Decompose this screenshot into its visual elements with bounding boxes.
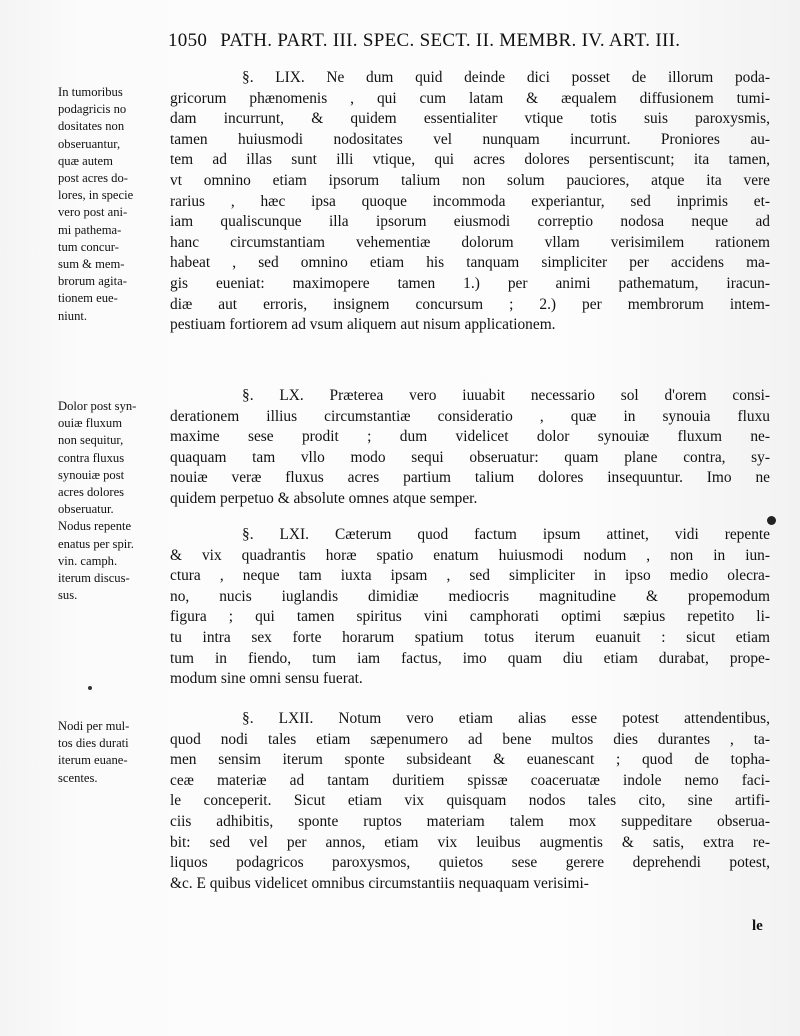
text-line: hanc circumstantiam vehementiæ dolorum vllam verisimilem rationem — [170, 233, 770, 251]
margin-note-line: Nodus repente — [58, 519, 132, 534]
text-line: dam incurrunt, & quidem essentialiter vtique totis suis paroxysmis, — [170, 110, 770, 128]
margin-note-line: sum & mem- — [58, 257, 125, 272]
text-line: diæ aut erroris, insignem concursum ; 2.) per membrorum intem- — [170, 295, 770, 313]
text-line: gis eueniat: maximopere tamen 1.) per animi pathematum, iracun- — [170, 274, 770, 292]
text-line: pestiuam fortiorem ad vsum aliquem aut nisum applicationem. — [170, 316, 556, 334]
running-title: PATH. PART. III. SPEC. SECT. II. MEMBR. IV. ART. III. — [220, 30, 681, 51]
margin-note-line: synouiæ post — [58, 467, 125, 482]
ink-dot-mark — [88, 686, 92, 690]
text-line: &c. E quibus videlicet omnibus circumstantiis nequaquam verisimi- — [170, 874, 589, 892]
margin-note-line: obseruantur, — [58, 136, 121, 151]
text-line: & vix quadrantis horæ spatio enatum huiusmodi nodum , non in iun- — [170, 546, 770, 564]
text-line: rarius , hæc ipsa quoque incommoda experiantur, sed inprimis et- — [170, 192, 770, 210]
margin-note-line: tos dies durati — [58, 736, 129, 751]
catchword: le — [752, 918, 763, 934]
text-line: maxime sese prodit ; dum videlicet dolor synouiæ fluxum ne- — [170, 428, 770, 446]
section-heading-line: §. LXII. Notum vero etiam alias esse potest attendentibus, — [242, 710, 770, 727]
page-number: 1050 — [168, 30, 208, 51]
margin-note-line: non sequitur, — [58, 433, 124, 448]
section-heading-line: §. LIX. Ne dum quid deinde dici posset de illorum poda- — [242, 69, 770, 86]
section-heading-line: §. LXI. Cæterum quod factum ipsum attinet, vidi repente — [242, 526, 770, 543]
margin-note-line: vin. camph. — [58, 553, 118, 568]
text-line: tu intra sex forte horarum spatium totus iterum euanuit : sicut etiam — [170, 628, 770, 646]
paragraph — [170, 525, 770, 690]
text-line: iam qualiscunque illa ipsorum eiusmodi correptio nodosa neque ad — [170, 213, 770, 231]
section-heading-line: §. LX. Præterea vero iuuabit necessario sol d'orem consi- — [242, 387, 770, 404]
margin-note-line: contra fluxus — [58, 450, 125, 465]
margin-note-line: sus. — [58, 588, 78, 603]
text-line: quaquam tam vllo modo sequi obseruatur: quam plane contra, sy- — [170, 448, 770, 466]
margin-note-line: brorum agita- — [58, 274, 127, 289]
margin-note-line: enatus per spir. — [58, 536, 134, 551]
text-line: derationem illius circumstantiæ consideratio , quæ in synouia fluxu — [170, 407, 770, 425]
text-line: no, nucis iuglandis dimidiæ mediocris magnitudine & propemodum — [170, 587, 770, 605]
margin-note-line: scentes. — [58, 770, 98, 785]
text-line: le conceperit. Sicut etiam vix quisquam nodos tales cito, sine artifi- — [170, 792, 770, 810]
margin-note — [58, 398, 178, 604]
margin-note-line: quæ autem — [58, 153, 113, 168]
text-line: modum sine omni sensu fuerat. — [170, 670, 363, 688]
margin-note-line: vero post ani- — [58, 205, 128, 220]
margin-note-line: Dolor post syn- — [58, 399, 137, 413]
running-head — [168, 30, 768, 52]
margin-note-line: Nodi per mul- — [58, 719, 130, 733]
margin-note-line: acres dolores — [58, 485, 125, 500]
margin-note-line: iterum discus- — [58, 571, 130, 586]
margin-note-line: iterum euane- — [58, 753, 128, 768]
margin-note-line: mi pathema- — [58, 222, 122, 237]
text-line: vt omnino etiam ipsorum talium non solum pauciores, atque ita vere — [170, 171, 770, 189]
margin-note-line: niunt. — [58, 308, 88, 323]
text-line: bit: sed vel per annos, etiam vix leuibus augmentis & satis, extra re- — [170, 833, 770, 851]
ink-blot-mark — [767, 516, 776, 525]
text-line: quidem perpetuo & absolute omnes atque semper. — [170, 489, 478, 507]
text-line: quod nodi tales etiam sæpenumero ad bene multos dies durantes , ta- — [170, 730, 770, 748]
text-line: tem ad illas sunt illi vtique, qui acres dolores persentiscunt; ita tamen, — [170, 151, 770, 169]
text-line: habeat , sed omnino etiam his tanquam simpliciter per accidens ma- — [170, 254, 770, 272]
margin-note-line: lores, in specie — [58, 188, 134, 203]
text-line: ciis adhibitis, sponte ruptos materiam talem mox suppeditare obserua- — [170, 812, 770, 830]
margin-note-line: tionem eue- — [58, 291, 118, 306]
text-line: tamen huiusmodi nodositates vel nunquam incurrunt. Proniores au- — [170, 130, 770, 148]
paragraph — [170, 68, 770, 336]
margin-note — [58, 718, 178, 787]
paragraph — [170, 709, 770, 894]
paragraph — [170, 386, 770, 510]
margin-note-line: podagricis no — [58, 102, 127, 117]
margin-note-line: obseruatur. — [58, 502, 114, 517]
margin-note-line: In tumoribus — [58, 85, 123, 99]
margin-note-line: post acres do- — [58, 171, 128, 186]
margin-note — [58, 84, 178, 325]
text-line: liquos podagricos paroxysmos, quietos sese gerere deprehendi potest, — [170, 854, 770, 872]
text-line: gricorum phænomenis , qui cum latam & æqualem diffusionem tumi- — [170, 89, 770, 107]
text-line: nouiæ veræ fluxus acres partium talium dolores insequuntur. Imo ne — [170, 469, 770, 487]
margin-note-line: ouiæ fluxum — [58, 416, 123, 431]
text-line: men sensim iterum sponte subsideant & euanescant ; quod de topha- — [170, 751, 770, 769]
margin-note-line: tum concur- — [58, 239, 119, 254]
text-line: figura ; qui tamen spiritus vini camphorati optimi sæpius repetito li- — [170, 608, 770, 626]
text-line: tum in fiendo, tum iam factus, imo quam diu etiam durabat, prope- — [170, 649, 770, 667]
margin-note-line: dositates non — [58, 119, 125, 134]
text-line: ceæ materiæ ad tantam duritiem spissæ coaceruatæ indole nemo faci- — [170, 771, 770, 789]
text-line: ctura , neque tam iuxta ipsam , sed simpliciter in ipso medio olecra- — [170, 567, 770, 585]
